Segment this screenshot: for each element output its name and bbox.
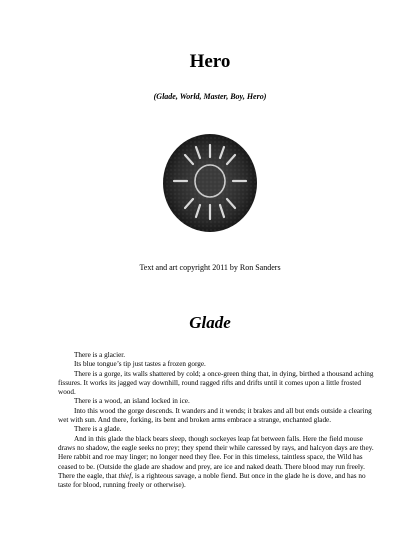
- paragraph: There is a glacier.: [74, 351, 126, 359]
- text-run: , is a righteous savage, a noble fiend. But once in the glade he is dove, and has no taste for blood, running freely or otherwise).: [58, 471, 366, 490]
- paragraph: Its blue tongue’s tip just tastes a frozen gorge.: [74, 360, 206, 369]
- paragraph: Into this wood the gorge descends. It wanders and it wends; it brakes and all but ends outside a clearing wet with sun. And there, forking, its bent and broken arms embrace a strange, enchanted glade.: [58, 406, 372, 425]
- document-title: Hero: [189, 51, 231, 72]
- emphasized-word: thief: [118, 471, 132, 480]
- paragraph: There is a glade.: [74, 425, 122, 434]
- paragraph: There is a gorge, its walls shattered by cold; a once-green thing that, in dying, birthed a thousand aching fissures. It works its jagged way downhill, round ragged rifts and drifts until it comes upon a little frosted wood.: [58, 369, 374, 397]
- text-run: And in this glade the black bears sleep, though sockeyes leap fat between falls. Here the field mouse draws no shadow, the eagle seeks no prey; they spend their while caressed by rays, and halcyon days are they. Here rabbit and roe may linger; no longer need they flee. For in this timeless, taintless space, the Wild has ceased to be. (Outside the glade are shadow and prey, are ice and naked death. There blood may run freely. There the eagle, that: [58, 434, 374, 480]
- sun-in-dark-oval-art: [162, 133, 258, 233]
- copyright-notice: Text and art copyright 2011 by Ron Sanders: [139, 263, 281, 272]
- body-text: [58, 351, 376, 490]
- document-subtitle: (Glade, World, Master, Boy, Hero): [153, 92, 267, 101]
- section-title: Glade: [189, 313, 231, 332]
- paragraph: There is a wood, an island locked in ice.: [74, 397, 190, 406]
- paragraph-last: [58, 435, 376, 491]
